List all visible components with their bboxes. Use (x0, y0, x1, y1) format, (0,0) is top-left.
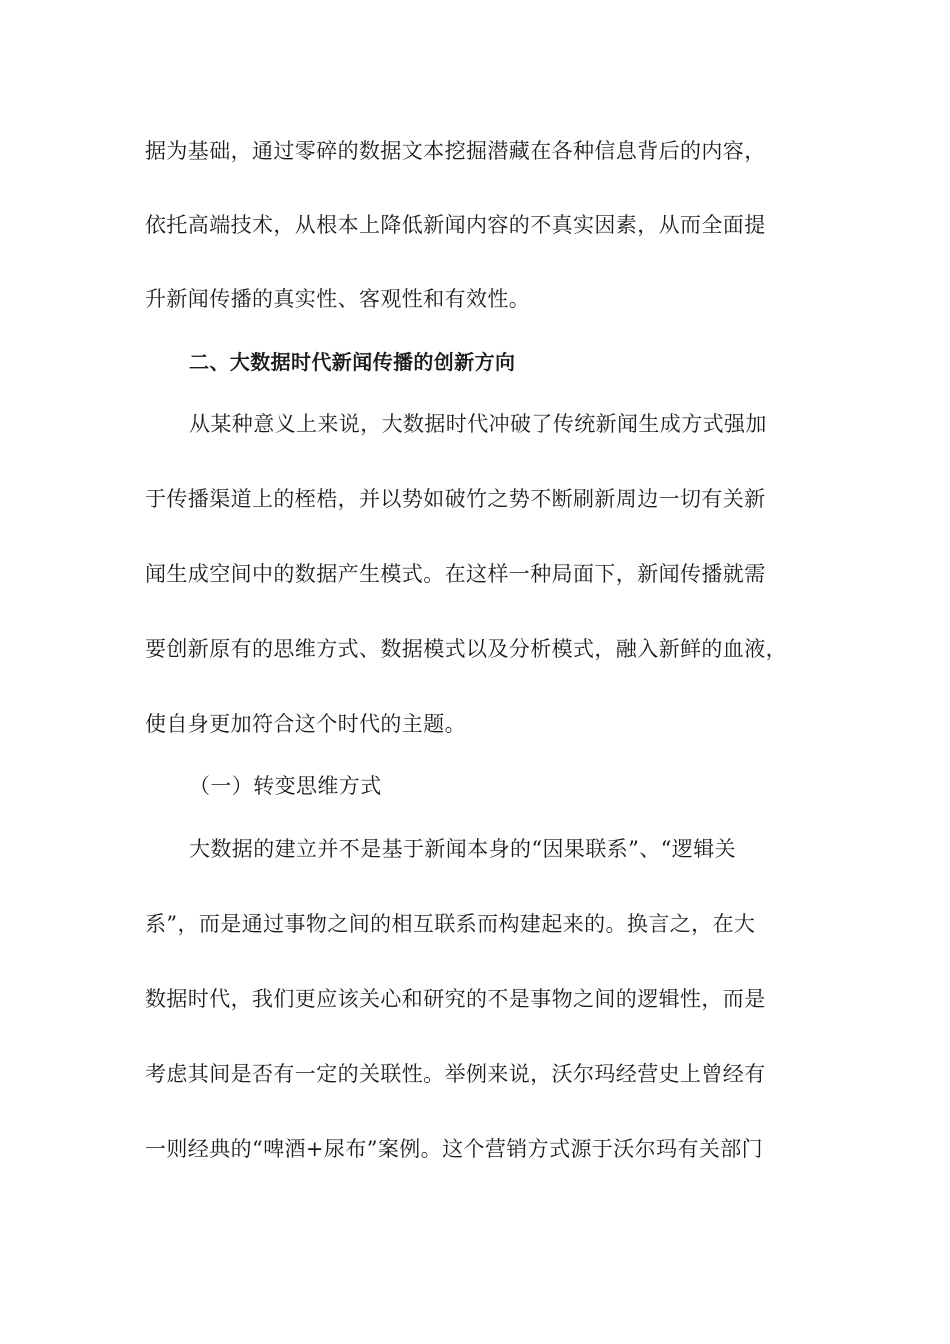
paragraph-line: 于传播渠道上的桎梏，并以势如破竹之势不断刷新周边一切有关新 (145, 487, 766, 511)
section-heading: 二、大数据时代新闻传播的创新方向 (189, 350, 516, 374)
paragraph-line: 使自身更加符合这个时代的主题。 (145, 712, 466, 736)
paragraph-line: 系”，而是通过事物之间的相互联系而构建起来的。换言之，在大 (145, 912, 756, 936)
paragraph-line: 数据时代，我们更应该关心和研究的不是事物之间的逻辑性，而是 (145, 987, 766, 1011)
paragraph-line: 闻生成空间中的数据产生模式。在这样一种局面下，新闻传播就需 (145, 562, 766, 586)
paragraph-line: 依托高端技术，从根本上降低新闻内容的不真实因素，从而全面提 (145, 213, 766, 237)
paragraph-line: 据为基础，通过零碎的数据文本挖掘潜藏在各种信息背后的内容， (145, 139, 766, 163)
paragraph-line: 要创新原有的思维方式、数据模式以及分析模式，融入新鲜的血液， (145, 637, 787, 661)
paragraph-line: 考虑其间是否有一定的关联性。举例来说，沃尔玛经营史上曾经有 (145, 1062, 766, 1086)
paragraph-line: 大数据的建立并不是基于新闻本身的“因果联系”、“逻辑关 (189, 837, 737, 861)
subsection-heading: （一）转变思维方式 (189, 774, 382, 798)
paragraph-line: 一则经典的“啤酒+尿布”案例。这个营销方式源于沃尔玛有关部门 (145, 1137, 764, 1161)
paragraph-line: 升新闻传播的真实性、客观性和有效性。 (145, 287, 531, 311)
paragraph-line: 从某种意义上来说，大数据时代冲破了传统新闻生成方式强加 (189, 412, 767, 436)
